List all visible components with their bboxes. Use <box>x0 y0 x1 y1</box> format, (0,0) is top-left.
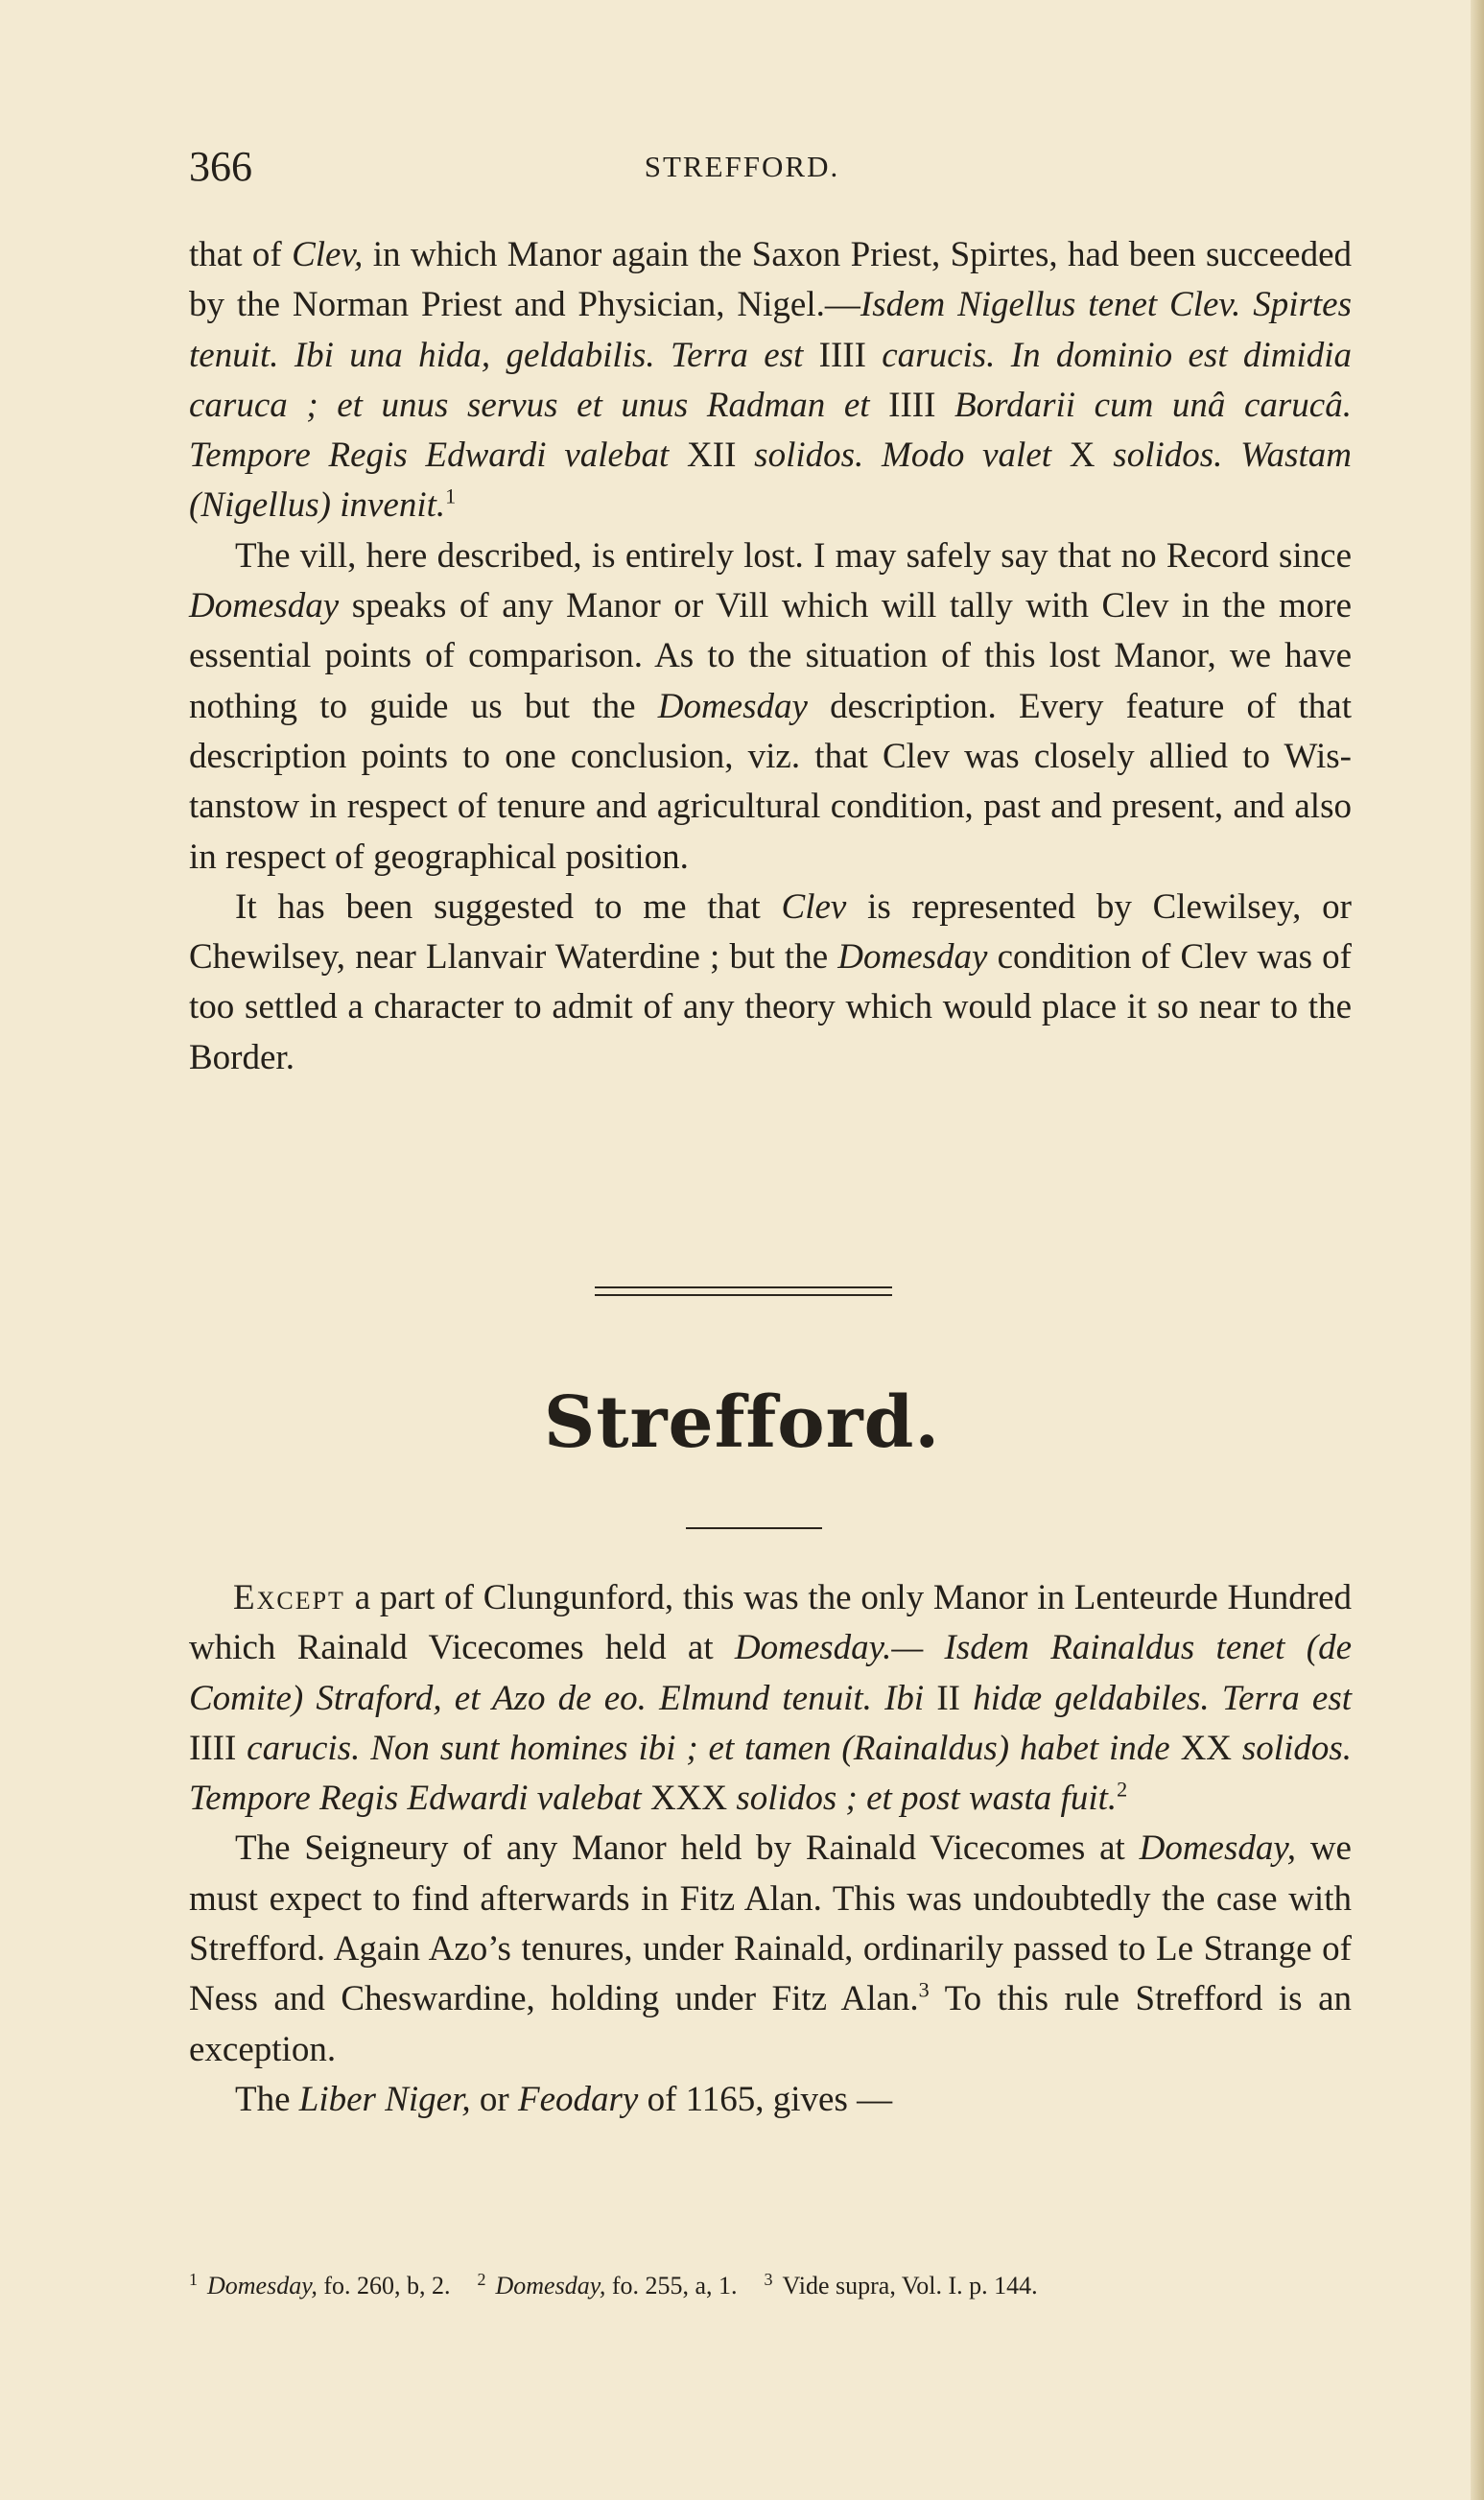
text-run: IIII <box>189 1728 247 1768</box>
italic-run: solidos. Tempore Regis Edwardi valebat <box>189 1728 1352 1819</box>
text-run: condition of Clev was of too settled a character to admit of any theory which would place it so near to the Border. <box>189 937 1353 1077</box>
section-clev <box>189 230 1352 1083</box>
text-run: It has been suggested to me that <box>235 886 782 927</box>
text-run: description. Every feature of that description points to one conclusion, viz. that Clev was closely allied to Wistanstow in respect of tenure and agricultural condition, past and present, and also in respect of geographical position. <box>189 686 1352 877</box>
italic-run: Isdem Rainaldus tenet (de Comite) Straford, et Azo de eo. Elmund tenuit. Ibi <box>189 1628 1353 1718</box>
text-run: IIII <box>869 385 954 425</box>
italic-run: Feodary <box>517 2079 639 2119</box>
text-run: of 1165, gives — <box>638 2079 893 2119</box>
text-run: Vide supra, Vol. I. p. 144. <box>782 2272 1038 2300</box>
section-strefford <box>189 1573 1352 2125</box>
section-heading: Strefford. <box>543 1381 941 1464</box>
italic-run: Bordarii cum unâ carucâ. Tempore Regis Edwardi valebat <box>189 385 1352 476</box>
text-run: fo. 260, b, 2. <box>317 2272 451 2300</box>
text-run: or <box>470 2079 518 2119</box>
italic-run: Clev <box>781 886 847 927</box>
footnote-mark: 1 <box>189 2270 198 2289</box>
italic-run: Liber Niger, <box>298 2079 471 2119</box>
small-caps-run: Except <box>233 1578 345 1617</box>
italic-run: solidos. Modo valet <box>754 436 1052 476</box>
italic-run: Domesday <box>657 686 808 726</box>
footnote-ref: 3 <box>918 1978 930 2003</box>
text-run: IIII <box>803 335 883 375</box>
running-head: STREFFORD. <box>644 150 840 183</box>
section-divider <box>595 1286 892 1296</box>
text-run: The Seigneury of any Manor held by Rainald Vicecomes at <box>235 1828 1140 1869</box>
paragraph <box>189 883 1352 1083</box>
text-run: fo. 255, a, 1. <box>605 2272 738 2300</box>
page-header <box>0 142 1484 190</box>
footnote <box>765 2272 1038 2300</box>
footnote-mark: 2 <box>477 2270 486 2289</box>
italic-run: carucis. In dominio est dimidia caruca ; et unus servus et unus Radman et <box>189 335 1352 425</box>
paragraph <box>189 1573 1352 1824</box>
text-run: in which Manor again the Saxon Priest, Spirtes, had been succeeded by the Norman Priest and Physician, Nigel.— <box>189 235 1352 325</box>
text-run: XXX <box>641 1779 737 1819</box>
text-run: The <box>235 2079 299 2119</box>
heading-rule <box>686 1527 822 1529</box>
text-run: that of <box>189 235 293 274</box>
italic-run: Domesday <box>837 937 988 978</box>
page-number: 366 <box>189 143 252 190</box>
paragraph <box>189 1824 1352 2074</box>
page-edge <box>1471 0 1484 2500</box>
italic-run: solidos ; et post wasta fuit. <box>736 1779 1118 1819</box>
italic-run: Isdem Nigellus tenet Clev. Spirtes tenuit. Ibi una hida, geldabilis. Terra est <box>189 285 1352 375</box>
italic-run: hidæ geldabiles. Terra est <box>973 1678 1353 1718</box>
text-run: XX <box>1169 1728 1242 1768</box>
text-run: a part of Clungunford, this was the only Manor in Lenteurde Hundred which Rainald Vicecomes held at <box>189 1578 1352 1668</box>
text-run: XII <box>669 436 755 476</box>
paragraph <box>189 230 1352 531</box>
footnote-ref: 2 <box>1117 1777 1128 1802</box>
italic-run: Domesday, <box>1139 1828 1297 1869</box>
italic-run: Domesday.— <box>734 1628 924 1668</box>
text-run: is represented by Clewilsey, or Chewilsey, near Llanvair Waterdine ; but the <box>189 886 1352 978</box>
italic-run: solidos. Wastam (Nigellus) invenit. <box>189 436 1352 526</box>
text-run <box>923 1628 944 1667</box>
footnotes <box>189 2262 1352 2303</box>
text-run: speaks of any Manor or Vill which will tally with Clev in the more essential points of comparison. As to the situation of this lost Manor, we have nothing to guide us but the <box>189 586 1352 726</box>
paragraph <box>189 531 1352 883</box>
italic-run: Domesday, <box>495 2272 606 2300</box>
footnote-ref: 1 <box>445 484 457 509</box>
footnote <box>478 2272 738 2300</box>
italic-run: carucis. Non sunt homines ibi ; et tamen (Rainaldus) habet inde <box>247 1728 1170 1768</box>
text-run: II <box>924 1678 974 1718</box>
italic-run: Domesday <box>189 586 340 626</box>
italic-run: Domesday, <box>207 2272 318 2300</box>
paragraph <box>189 2075 1352 2125</box>
text-run: X <box>1051 436 1114 476</box>
text-run: The vill, here described, is entirely lost. I may safely say that no Record since <box>235 535 1352 576</box>
text-run: To this rule Strefford is an exception. <box>189 1979 1352 2069</box>
footnote-mark: 3 <box>764 2270 773 2289</box>
italic-run: Clev, <box>292 235 364 274</box>
footnote <box>189 2272 451 2300</box>
text-run: we must expect to find afterwards in Fitz Alan. This was undoubtedly the case with Strefford. Again Azo’s tenures, under Rainald, ordinarily passed to Le Strange of Ness and Cheswardine, holding under Fitz Alan. <box>189 1828 1352 2019</box>
